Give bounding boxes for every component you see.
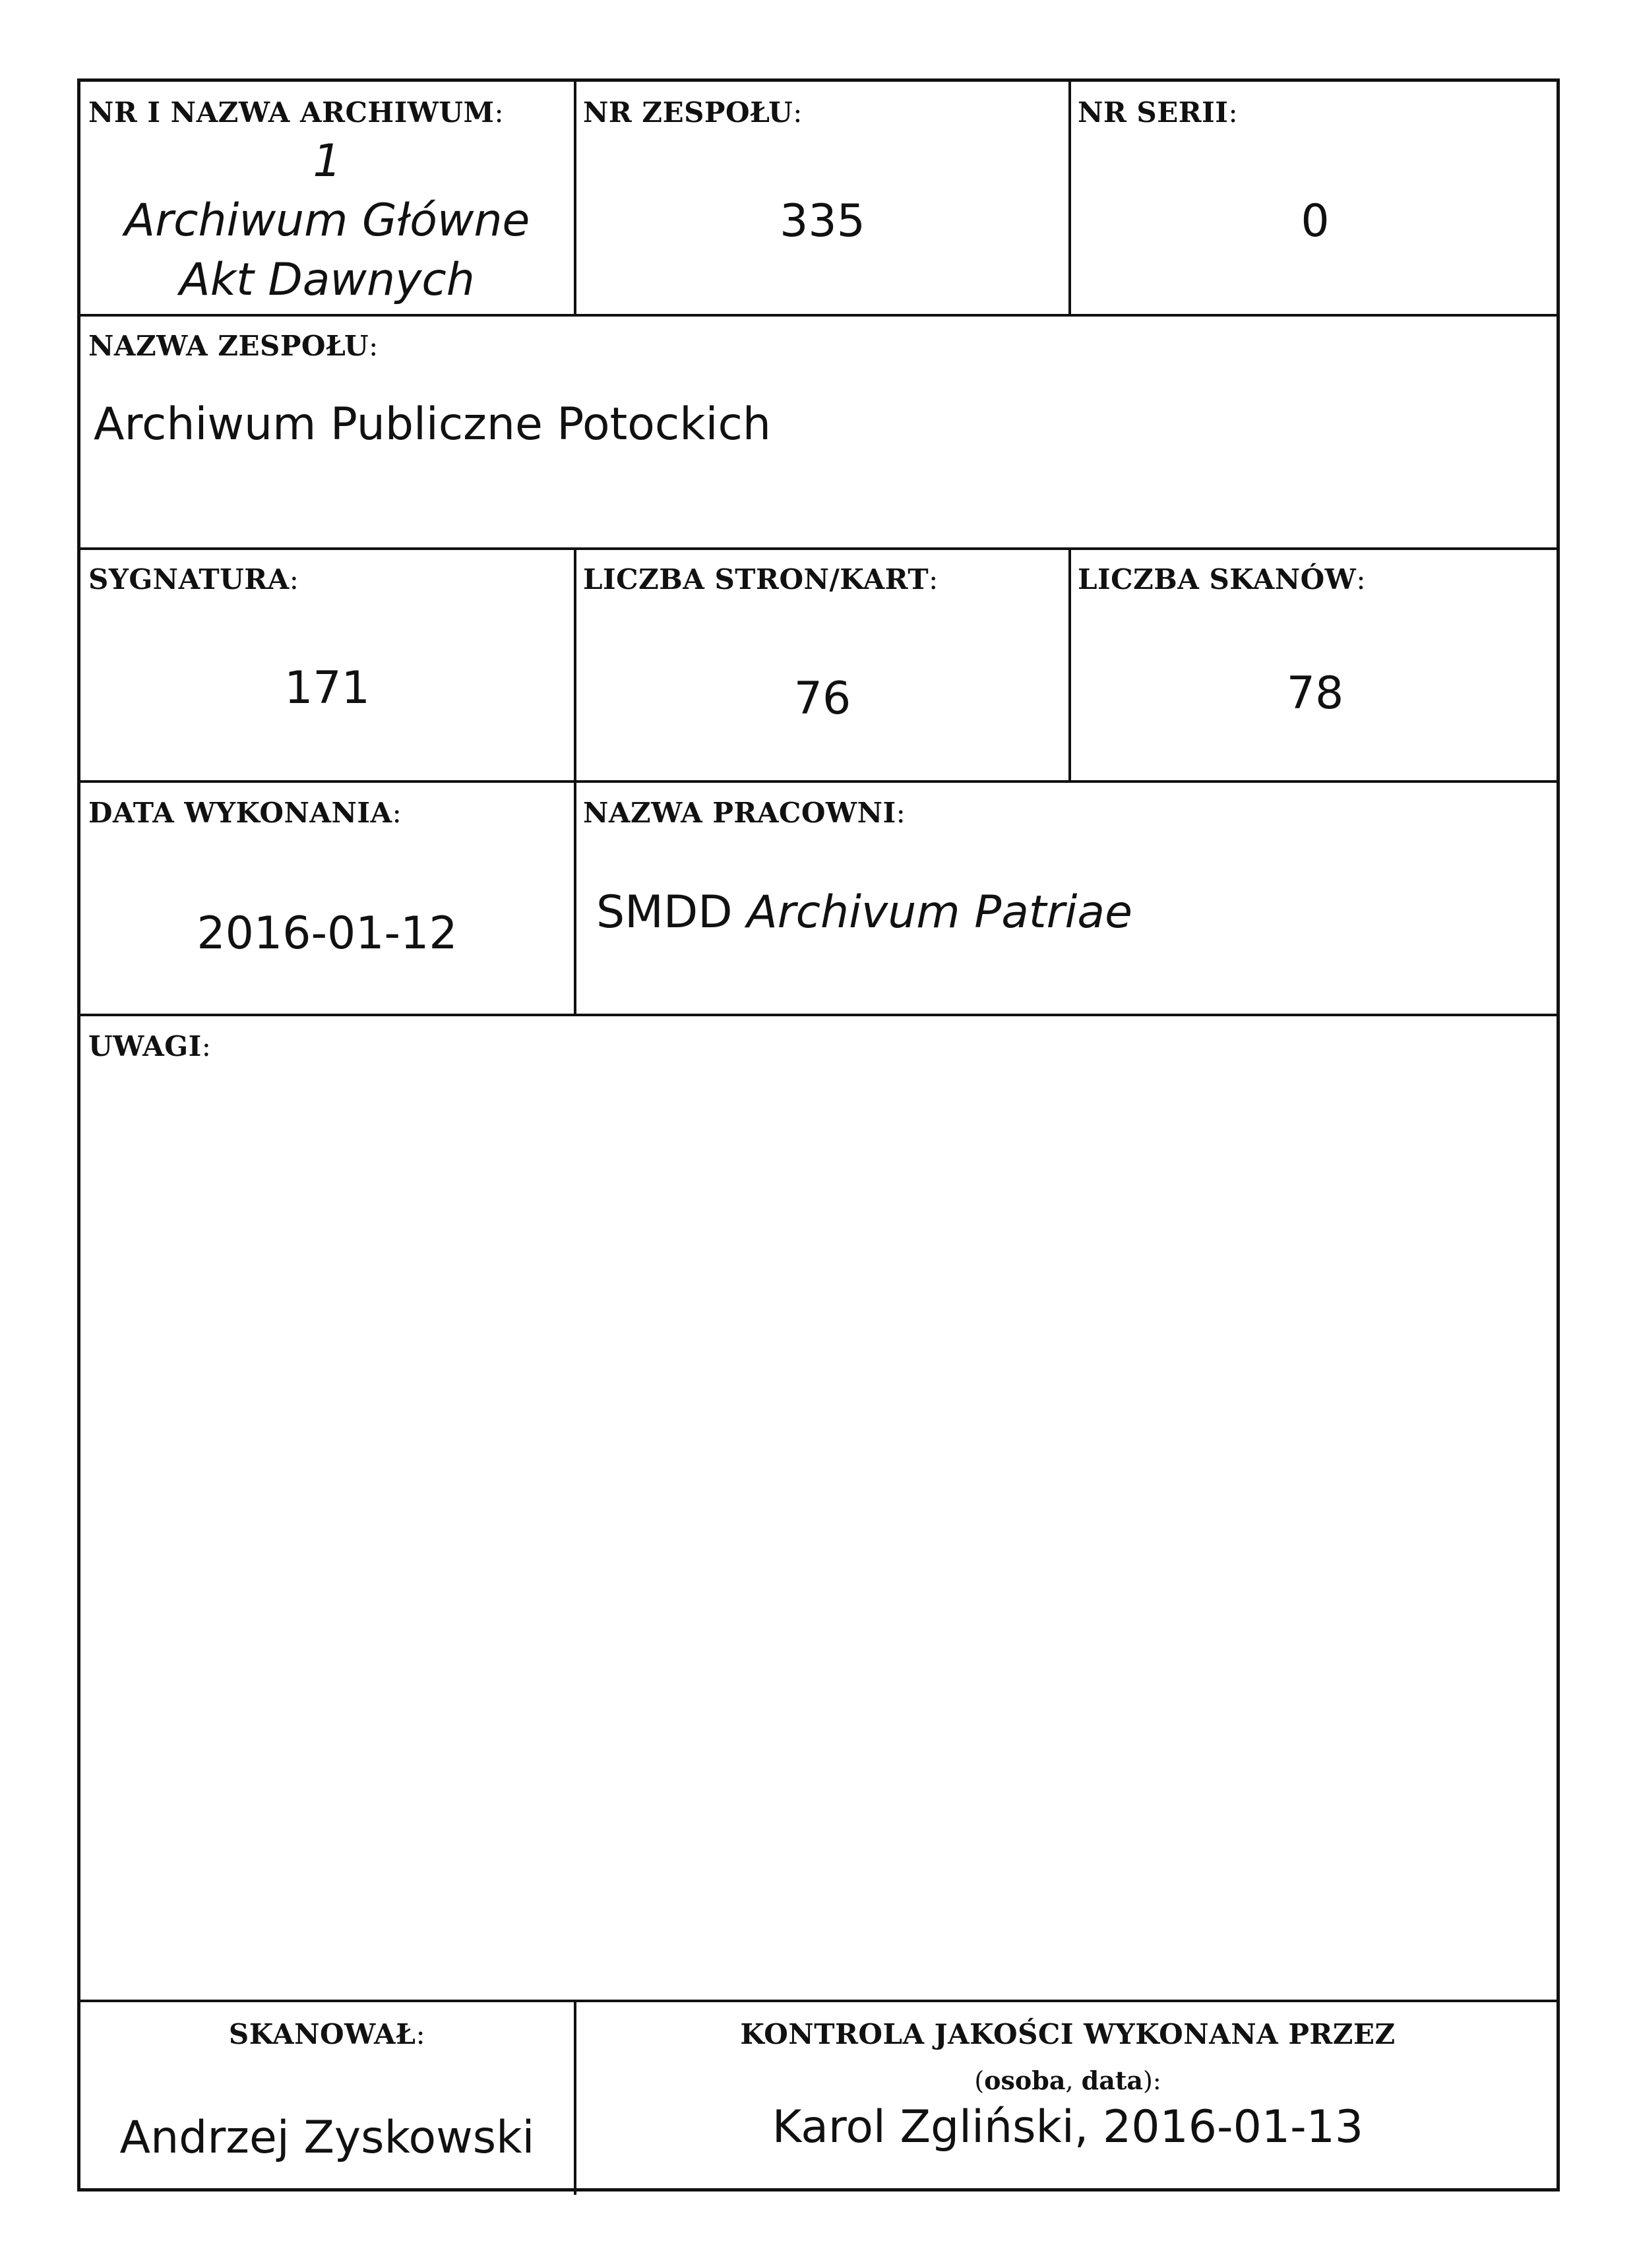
date-label: DATA WYKONANIA:: [88, 797, 402, 829]
notes-label: UWAGI:: [88, 1030, 212, 1062]
scanned-by-label: SKANOWAŁ:: [228, 2018, 426, 2050]
row-divider-3: [80, 780, 1557, 783]
archive-value: [80, 132, 574, 310]
fonds-name-value: Archiwum Publiczne Potockich: [94, 398, 772, 450]
fonds-name-label: NAZWA ZESPOŁU:: [88, 330, 379, 362]
quality-control-label: KONTROLA JAKOŚCI WYKONANA PRZEZ: [740, 2018, 1396, 2050]
workshop-value-italic: Archivum Patriae: [747, 886, 1132, 938]
row-divider-5: [80, 2000, 1557, 2002]
signature-label: SYGNATURA:: [88, 563, 299, 596]
scanned-by-value: Andrzej Zyskowski: [119, 2112, 535, 2164]
archive-number: 1: [313, 135, 342, 187]
row-divider-4: [80, 1014, 1557, 1016]
archive-label: NR I NAZWA ARCHIWUM:: [88, 96, 505, 129]
metadata-card: [77, 78, 1560, 2191]
pages-value: 76: [793, 673, 851, 725]
scans-label: LICZBA SKANÓW:: [1078, 563, 1366, 596]
col-divider-r3b: [1068, 547, 1071, 780]
scans-value: 78: [1286, 667, 1344, 720]
series-number-value: 0: [1301, 195, 1330, 247]
archive-name-line1: Archiwum Główne: [124, 195, 530, 247]
fonds-number-label: NR ZESPOŁU:: [583, 96, 803, 129]
quality-control-sublabel: (osoba, data):: [974, 2066, 1161, 2095]
fonds-number-value: 335: [780, 195, 865, 247]
pages-label: LICZBA STRON/KART:: [583, 563, 939, 596]
archive-name-line2: Akt Dawnych: [179, 254, 475, 306]
row-divider-2: [80, 547, 1557, 550]
quality-control-value: Karol Zgliński, 2016-01-13: [772, 2101, 1364, 2153]
row-divider-1: [80, 314, 1557, 317]
date-value: 2016-01-12: [197, 907, 458, 960]
signature-value: 171: [284, 662, 370, 714]
workshop-value-plain: SMDD: [596, 886, 733, 938]
workshop-value: [596, 886, 1132, 938]
col-divider-r4: [574, 780, 576, 1014]
col-divider-r3a: [574, 547, 576, 780]
series-number-label: NR SERII:: [1078, 96, 1239, 129]
workshop-label: NAZWA PRACOWNI:: [583, 797, 906, 829]
